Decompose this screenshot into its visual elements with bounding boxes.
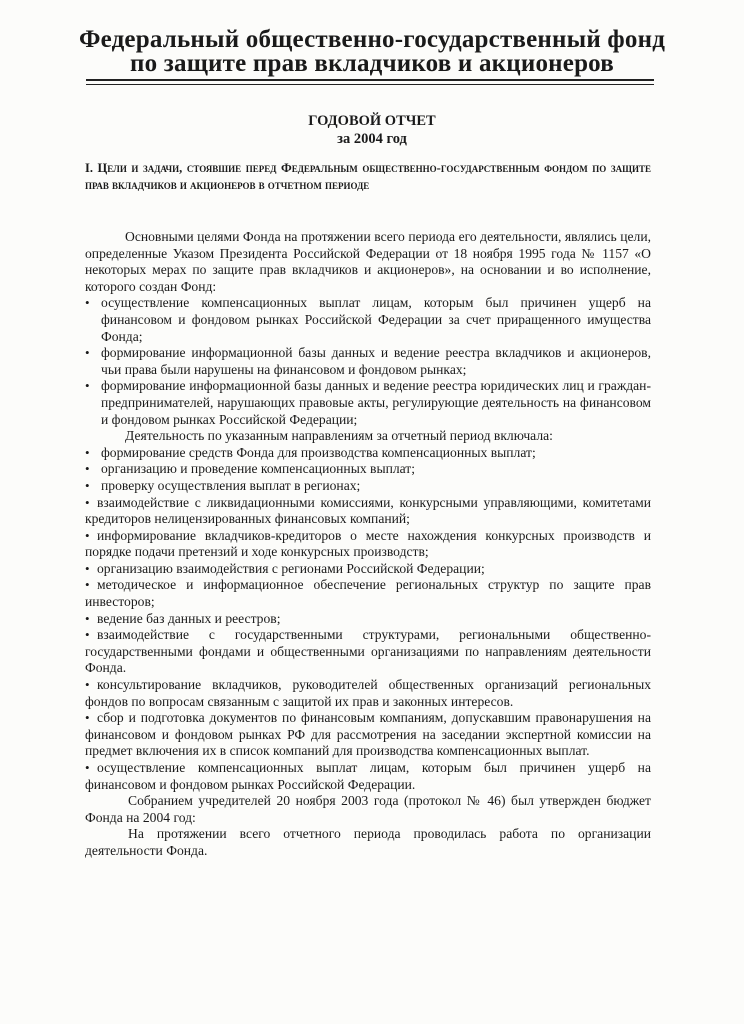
bullet-icon: • — [85, 477, 90, 493]
list-item: • осуществление компенсационных выплат лицам, которым был причинен ущерб на финансовом и фондовом рынках Российской Федерации. — [85, 760, 651, 792]
header-rule-thin — [86, 84, 654, 85]
org-title-line-1: Федеральный общественно-государственный фонд — [78, 26, 666, 53]
bullet-icon: • — [85, 627, 90, 643]
list-item: • ведение баз данных и реестров; — [85, 610, 281, 626]
bullet-icon: • — [85, 345, 90, 361]
list-item: • взаимодействие с ликвидационными комиссиями, конкурсными управляющими, комитетами кредиторов нелицензированных финансовых компаний; — [85, 494, 651, 527]
bullet-icon: • — [85, 560, 90, 576]
closing-paragraph: На протяжении всего отчетного периода проводилась работа по организации деятельности Фонда. — [85, 826, 651, 858]
activities-list — [85, 445, 651, 793]
list-item: • сбор и подготовка документов по финансовым компаниям, допускавшим правонарушения на финансовом и фондовом рынках РФ для рассмотрения на заседании экспертной комиссии на предмет включения их в список компаний для производства компенсационных выплат. — [85, 710, 651, 759]
header-rule-thick — [86, 79, 654, 81]
bullet-icon: • — [85, 461, 90, 477]
bullet-icon: • — [85, 760, 90, 775]
report-title: ГОДОВОЙ ОТЧЕТ — [308, 113, 436, 129]
bullet-icon: • — [85, 295, 90, 311]
budget-paragraph: Собранием учредителей 20 ноября 2003 года (протокол № 46) был утвержден бюджет Фонда на 2004 год: — [85, 793, 651, 825]
list-item: • консультирование вкладчиков, руководителей общественных организаций региональных фондов по вопросам связанным с защитой их прав и законных интересов. — [85, 677, 651, 709]
report-body — [85, 229, 651, 860]
bullet-icon: • — [85, 494, 90, 510]
list-item: • проверку осуществления выплат в регионах; — [85, 477, 361, 493]
list-item: • формирование информационной базы данных и ведение реестра вкладчиков и акционеров, чьи права были нарушены на финансовом и фондовом рынках; — [85, 345, 651, 377]
bullet-icon: • — [85, 378, 90, 394]
bullet-icon: • — [85, 610, 90, 626]
report-title-block — [0, 112, 744, 148]
list-item: • формирование информационной базы данных и ведение реестра юридических лиц и граждан-предпринимателей, нарушающих правовые акты, регулирующие деятельность на финансовом и фондовом рынках Российской Федерации; — [85, 378, 651, 427]
section-heading: I. Цели и задачи, стоявшие перед Федеральным общественно-государственным фондом по защите прав вкладчиков и акционеров в отчетном периоде — [85, 161, 651, 192]
activities-intro: Деятельность по указанным направлениям за отчетный период включала: — [125, 428, 553, 444]
list-item: • информирование вкладчиков-кредиторов о месте нахождения конкурсных производств и порядке подачи претензий и ходе конкурсных производств; — [85, 527, 651, 560]
bullet-icon: • — [85, 677, 90, 693]
bullet-icon: • — [85, 710, 90, 726]
intro-paragraph: Основными целями Фонда на протяжении всего периода его деятельности, являлись цели, определенные Указом Президента Российской Федерации от 18 ноября 1995 года № 1157 «О некоторых мерах по защите прав вкладчиков и акционеров», на основании и во исполнение, которого создан Фонд: — [85, 229, 651, 294]
list-item: • организацию и проведение компенсационных выплат; — [85, 461, 416, 477]
list-item: • организацию взаимодействия с регионами Российской Федерации; — [85, 560, 485, 576]
bullet-icon: • — [85, 444, 90, 460]
list-item: • осуществление компенсационных выплат лицам, которым был причинен ущерб на финансовом и фондовом рынках Российской Федерации за счет приращенного имущества Фонда; — [85, 295, 651, 344]
goals-list — [85, 295, 651, 428]
list-item: • формирование средств Фонда для производства компенсационных выплат; — [85, 444, 536, 460]
list-item: • взаимодействие с государственными структурами, региональными общественно-государственными фондами и общественными организациями по направлениям деятельности Фонда. — [85, 627, 651, 676]
list-item: • методическое и информационное обеспечение региональных структур по защите прав инвесторов; — [85, 577, 651, 610]
organization-title — [60, 28, 684, 76]
report-year: за 2004 год — [337, 131, 407, 147]
bullet-icon: • — [85, 577, 90, 593]
org-title-line-2: по защите прав вкладчиков и акционеров — [130, 50, 614, 77]
bullet-icon: • — [85, 527, 90, 543]
